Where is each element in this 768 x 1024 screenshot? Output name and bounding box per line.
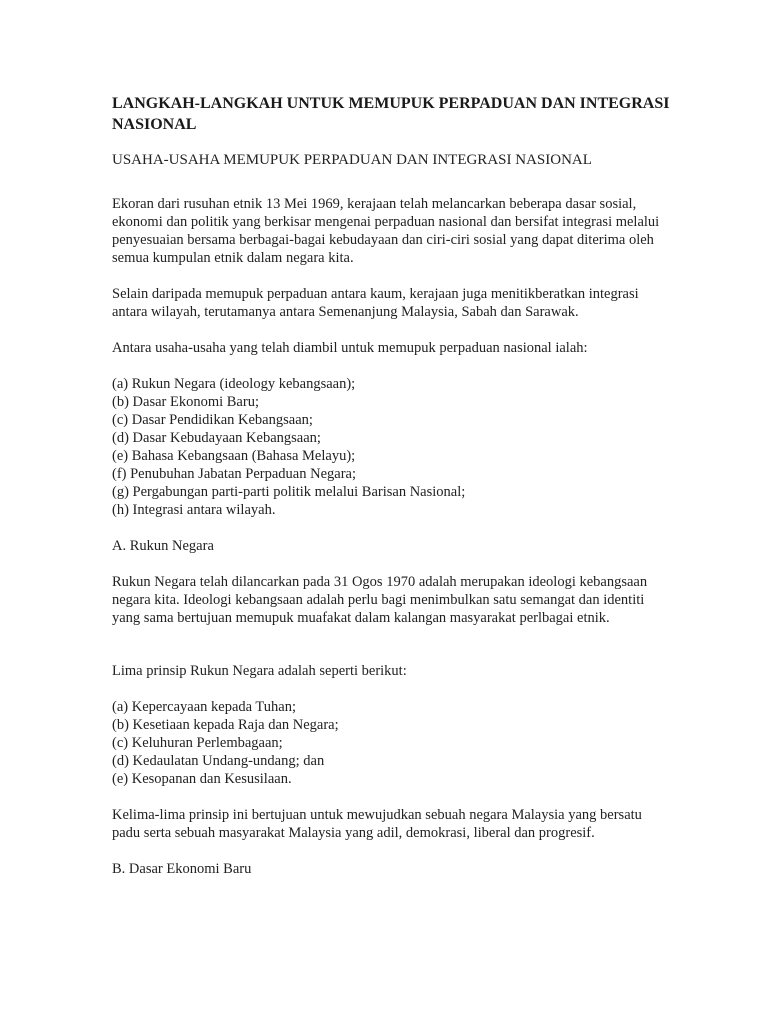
- document-page: [112, 93, 672, 878]
- list-item: (c) Dasar Pendidikan Kebangsaan;: [112, 412, 313, 428]
- document-title: LANGKAH-LANGKAH UNTUK MEMUPUK PERPADUAN DAN INTEGRASI NASIONAL: [112, 95, 670, 133]
- list-item: (e) Bahasa Kebangsaan (Bahasa Melayu);: [112, 448, 356, 464]
- list-item: (d) Dasar Kebudayaan Kebangsaan;: [112, 430, 321, 446]
- efforts-list: [112, 375, 672, 519]
- list-item: (e) Kesopanan dan Kesusilaan.: [112, 771, 292, 787]
- section-a-paragraph: Rukun Negara telah dilancarkan pada 31 Ogos 1970 adalah merupakan ideologi kebangsaan negara kita. Ideologi kebangsaan adalah perlu bagi menimbulkan satu semangat dan identiti yang sama bertujuan memupuk muafakat dalam kalangan masyarakat perlbagai etnik.: [112, 574, 648, 626]
- list-item: (a) Kepercayaan kepada Tuhan;: [112, 699, 296, 715]
- document-subtitle: USAHA-USAHA MEMUPUK PERPADUAN DAN INTEGRASI NASIONAL: [112, 152, 592, 168]
- principles-intro: Lima prinsip Rukun Negara adalah seperti berikut:: [112, 663, 407, 679]
- principles-list: [112, 698, 672, 788]
- intro-paragraph-3: Antara usaha-usaha yang telah diambil untuk memupuk perpaduan nasional ialah:: [112, 340, 588, 356]
- list-item: (b) Kesetiaan kepada Raja dan Negara;: [112, 717, 339, 733]
- list-item: (d) Kedaulatan Undang-undang; dan: [112, 753, 325, 769]
- intro-paragraph-2: Selain daripada memupuk perpaduan antara kaum, kerajaan juga menitikberatkan integrasi antara wilayah, terutamanya antara Semenanjung Malaysia, Sabah dan Sarawak.: [112, 286, 639, 320]
- list-item: (c) Keluhuran Perlembagaan;: [112, 735, 283, 751]
- section-a-closing: Kelima-lima prinsip ini bertujuan untuk mewujudkan sebuah negara Malaysia yang bersatu padu serta sebuah masyarakat Malaysia yang adil, demokrasi, liberal dan progresif.: [112, 807, 642, 841]
- list-item: (f) Penubuhan Jabatan Perpaduan Negara;: [112, 466, 356, 482]
- list-item: (g) Pergabungan parti-parti politik melalui Barisan Nasional;: [112, 484, 466, 500]
- section-b-heading: B. Dasar Ekonomi Baru: [112, 861, 252, 877]
- intro-paragraph-1: Ekoran dari rusuhan etnik 13 Mei 1969, kerajaan telah melancarkan beberapa dasar sosial, ekonomi dan politik yang berkisar mengenai perpaduan nasional dan bersifat integrasi melalui penyesuaian bersama berbagai-bagai kebudayaan dan ciri-ciri sosial yang dapat diterima oleh semua kumpulan etnik dalam negara kita.: [112, 196, 660, 266]
- list-item: (b) Dasar Ekonomi Baru;: [112, 394, 259, 410]
- list-item: (h) Integrasi antara wilayah.: [112, 502, 276, 518]
- section-a-heading: A. Rukun Negara: [112, 538, 214, 554]
- list-item: (a) Rukun Negara (ideology kebangsaan);: [112, 376, 356, 392]
